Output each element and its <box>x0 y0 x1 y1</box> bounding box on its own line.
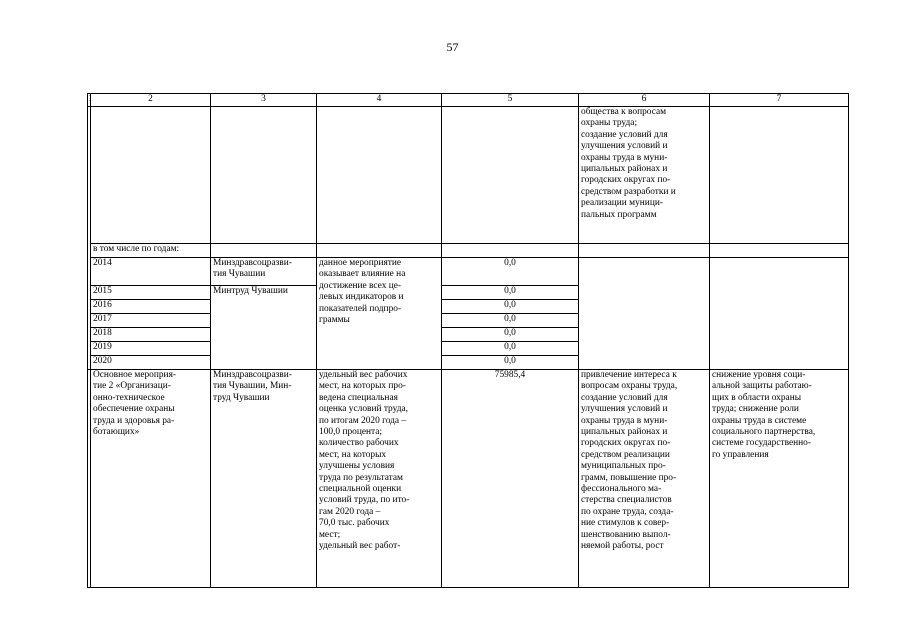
col-header-6: 6 <box>579 94 710 107</box>
year-label: 2019 <box>91 342 211 356</box>
executor-2014: Минздравсоцразви- тия Чувашии <box>211 258 317 286</box>
year-label: 2016 <box>91 300 211 314</box>
year-amount: 0,0 <box>442 342 579 356</box>
row1-indicator-cell <box>317 107 442 244</box>
year-amount: 0,0 <box>442 258 579 286</box>
year-amount: 0,0 <box>442 300 579 314</box>
measure-indicators: удельный вес рабочих мест, на которых про- ведена специальная оценка условий труда, по итогам 2020 года – 100,0 процента; количество рабочих мест, на которых улучшены условия труда по результатам специальной оценки условий труда, по ито- гам 2020 года – 70,0 тыс. рабочих мест; удельный вес работ- <box>317 370 442 588</box>
page-number: 57 <box>446 40 459 54</box>
row1-name-cell <box>91 107 211 244</box>
measures-table <box>87 93 849 588</box>
continued-row <box>88 107 849 244</box>
year-label: 2020 <box>91 356 211 370</box>
col-header-4: 4 <box>317 94 442 107</box>
measure-executors: Минздравсоцразви- тия Чувашии, Мин- труд Чувашии <box>211 370 317 588</box>
row1-executor-cell <box>211 107 317 244</box>
measure-amount: 75985,4 <box>442 370 579 588</box>
years-note: данное мероприятие оказывает влияние на достижение всех це- левых индикаторов и показателей подпро- граммы <box>317 258 442 370</box>
row1-amount-cell <box>442 107 579 244</box>
year-row <box>88 258 849 286</box>
row1-risks-cell <box>710 107 849 244</box>
executor-2015-2020: Минтруд Чувашии <box>211 286 317 370</box>
measure-risks: снижение уровня соци- альной защиты работаю- щих в области охраны труда; снижение роли охраны труда в системе социального партнерства, системе государственно- го управления <box>710 370 849 588</box>
year-amount: 0,0 <box>442 356 579 370</box>
col-header-5: 5 <box>442 94 579 107</box>
year-label: 2014 <box>91 258 211 286</box>
column-number-row <box>88 94 849 107</box>
year-label: 2017 <box>91 314 211 328</box>
col-header-7: 7 <box>710 94 849 107</box>
row1-results-cell: общества к вопросам охраны труда; создание условий для улучшения условий и охраны труда в муни- ципальных районах и городских округах по- средством разработки и реализации муници- пальных программ <box>579 107 710 244</box>
year-label: 2018 <box>91 328 211 342</box>
by-years-row <box>88 244 849 258</box>
year-amount: 0,0 <box>442 328 579 342</box>
measure-results: привлечение интереса к вопросам охраны труда, создание условий для улучшения условий и охраны труда в муни- ципальных районах и городских округах по- средством реализации муниципальных про- грамм, повышение про- фессионального ма- стерства специалистов по охране труда, созда- ние стимулов к совер- шенствованию выпол- няемой работы, рост <box>579 370 710 588</box>
year-amount: 0,0 <box>442 314 579 328</box>
by-years-label: в том числе по годам: <box>91 244 211 258</box>
year-amount: 0,0 <box>442 286 579 300</box>
col-header-3: 3 <box>211 94 317 107</box>
measure-name: Основное мероприя- тие 2 «Организаци- онно-техническое обеспечение охраны труда и здоровья ра- ботающих» <box>91 370 211 588</box>
year-label: 2015 <box>91 286 211 300</box>
measure-2-row <box>88 370 849 588</box>
col-header-2: 2 <box>91 94 211 107</box>
